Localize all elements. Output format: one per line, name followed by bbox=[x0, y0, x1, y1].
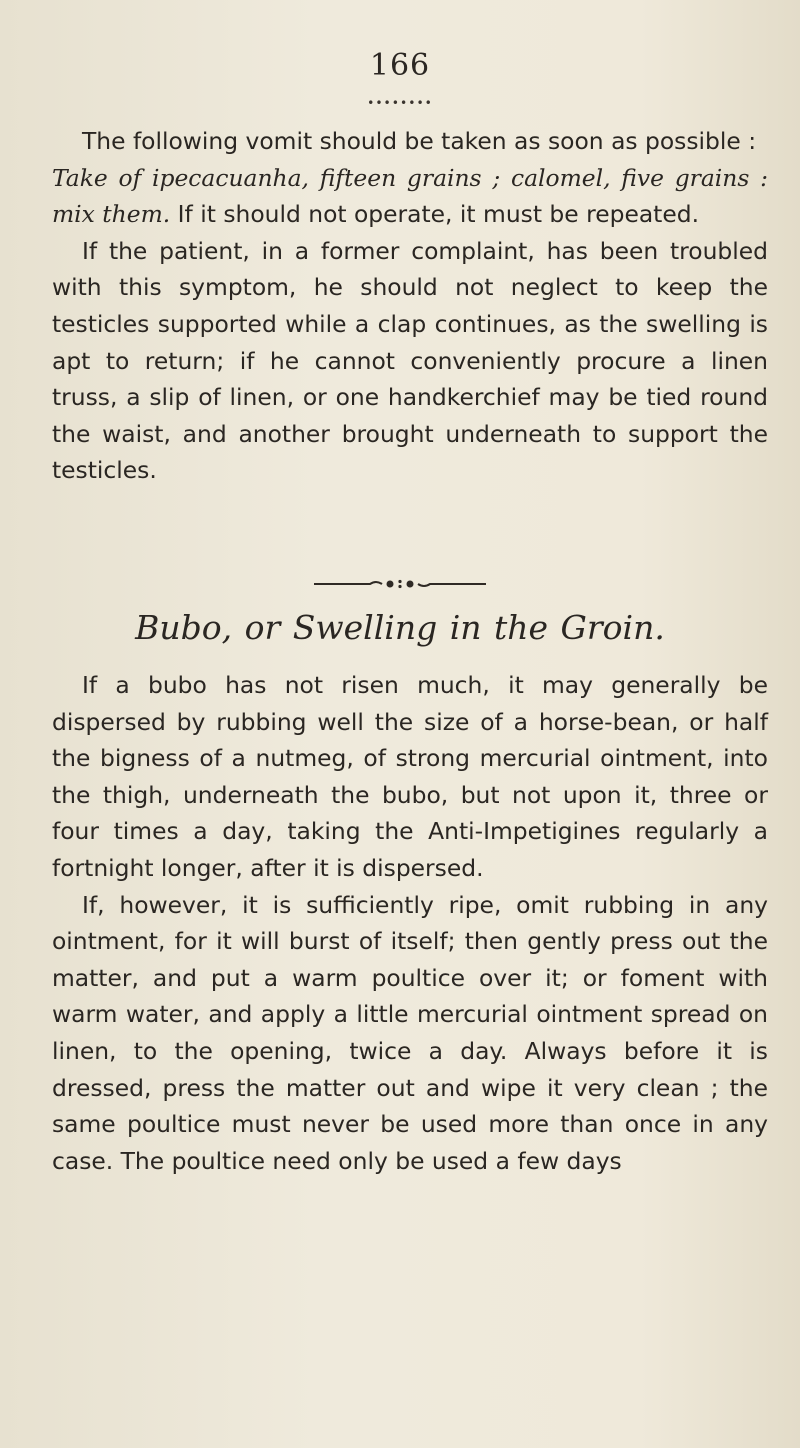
prescription-italic: Take of ipecacuanha, fifteen grains ; calomel, five grains : mix them. bbox=[52, 163, 768, 229]
section-vomit-text bbox=[52, 123, 768, 489]
paragraph-former-complaint: If the patient, in a former complaint, has been troubled with this symptom, he should not neglect to keep the testicles supported while a clap continues, as the swelling is apt to return; if he cannot conveniently procure a linen truss, a slip of linen, or one handkerchief may be tied round the waist, and another brought underneath to support the testicles. bbox=[52, 236, 768, 485]
paragraph-vomit-instruction: The following vomit should be taken as soon as possible : bbox=[82, 127, 757, 155]
section-heading: Bubo, or Swelling in the Groin. bbox=[135, 608, 665, 647]
page-number: 166 bbox=[369, 48, 431, 83]
section-divider-ornament bbox=[310, 577, 490, 591]
paragraph-bubo-dispersal: If a bubo has not risen much, it may generally be dispersed by rubbing well the size of a horse-bean, or half the bigness of a nutmeg, of strong mercurial ointment, into the thigh, underneath the bubo, but not upon it, three or four times a day, taking the Anti-Impetigines regularly a fortnight longer, after it is dispersed. bbox=[52, 671, 768, 882]
paragraph-bubo-ripe: If, however, it is sufficiently ripe, omit rubbing in any ointment, for it will burst of itself; then gently press out the matter, and put a warm poultice over it; or foment with warm water, and apply a little mercurial ointment spread on linen, to the opening, twice a day. Always before it is dressed, press the matter out and wipe it very clean ; the same poultice must never be used more than once in any case. The poultice need only be used a few days bbox=[52, 890, 768, 1175]
section-bubo-text bbox=[52, 667, 768, 1179]
top-ornament: •••••••• bbox=[367, 96, 433, 110]
prescription-followup: If it should not operate, it must be repeated. bbox=[170, 200, 700, 229]
paragraph-prescription bbox=[52, 160, 768, 233]
